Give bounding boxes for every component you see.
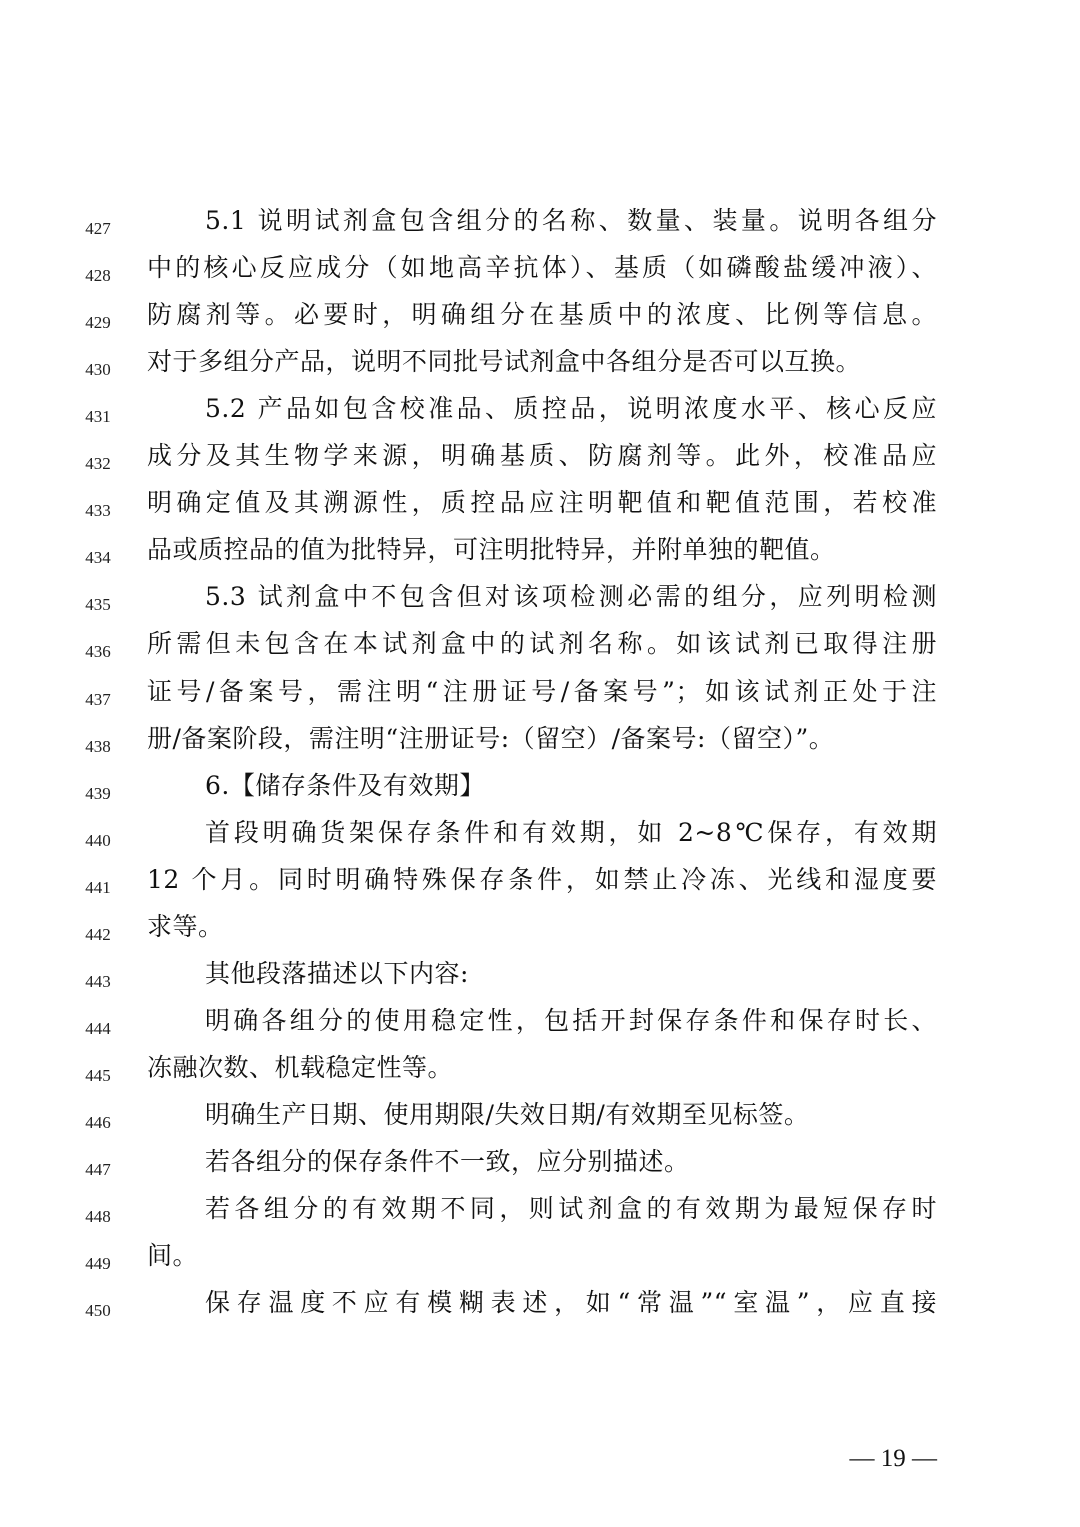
line-text: 明确生产日期、使用期限/失效日期/有效期至见标签。 [205,1099,810,1129]
line-text: 冻融次数、机载稳定性等。 [147,1052,454,1082]
line-number: 446 [85,1112,111,1132]
line-text: 保存温度不应有模糊表述，如“常温”“室温”，应直接 [205,1288,937,1318]
line-number: 432 [85,454,111,474]
text-line [0,205,1080,252]
line-number: 443 [85,971,111,991]
text-line [0,1052,1080,1099]
line-text: 5.1 说明试剂盒包含组分的名称、数量、装量。说明各组分 [205,206,937,235]
line-number: 445 [85,1065,111,1085]
text-line [0,723,1080,770]
line-number: 437 [85,689,111,709]
line-number: 435 [85,595,111,615]
text-line [0,1193,1080,1240]
line-text: 明确各组分的使用稳定性，包括开封保存条件和保存时长、 [205,1005,937,1035]
line-text: 6.【储存条件及有效期】 [205,770,485,800]
line-text: 所需但未包含在本试剂盒中的试剂名称。如该试剂已取得注册 [147,629,937,659]
text-line [0,676,1080,723]
line-text: 间。 [147,1241,199,1271]
line-text: 对于多组分产品，说明不同批号试剂盒中各组分是否可以互换。 [147,347,862,377]
line-number: 433 [85,501,111,521]
line-number: 440 [85,830,111,850]
line-number: 438 [85,736,111,756]
line-text: 其他段落描述以下内容: [205,958,469,988]
text-line [0,487,1080,534]
text-line [0,393,1080,440]
line-text: 证号/备案号，需注明“注册证号/备案号”；如该试剂正处于注 [147,676,937,706]
line-text: 求等。 [147,911,224,941]
line-text: 首段明确货架保存条件和有效期，如 2~8℃保存，有效期 [205,817,937,847]
text-line [0,628,1080,675]
line-number: 428 [85,266,111,286]
line-number: 430 [85,360,111,380]
line-text: 若各组分的保存条件不一致，应分别描述。 [205,1147,690,1176]
line-text: 12 个月。同时明确特殊保存条件，如禁止冷冻、光线和湿度要 [147,864,937,894]
text-line [0,299,1080,346]
text-line [0,440,1080,487]
page-number: — 19 — [849,1445,937,1472]
line-number: 444 [85,1018,111,1038]
line-number: 448 [85,1207,111,1227]
line-text: 防腐剂等。必要时，明确组分在基质中的浓度、比例等信息。 [147,300,937,330]
text-line [0,817,1080,864]
line-text: 5.2 产品如包含校准品、质控品，说明浓度水平、核心反应 [205,394,937,424]
text-line [0,864,1080,911]
line-number: 447 [85,1160,111,1179]
line-text: 5.3 试剂盒中不包含但对该项检测必需的组分，应列明检测 [205,582,937,612]
line-text: 中的核心反应成分（如地高辛抗体）、基质（如磷酸盐缓冲液）、 [147,253,937,283]
line-text: 品或质控品的值为批特异，可注明批特异，并附单独的靶值。 [147,535,836,565]
text-line [0,346,1080,393]
text-line [0,1287,1080,1334]
line-number: 441 [85,877,111,897]
line-number: 429 [85,313,111,333]
text-line [0,1005,1080,1052]
text-line [0,534,1080,581]
line-text: 册/备案阶段，需注明“注册证号:（留空）/备案号:（留空）”。 [147,723,835,753]
line-text: 明确定值及其溯源性，质控品应注明靶值和靶值范围，若校准 [147,488,937,518]
text-line [0,1146,1080,1193]
text-line [0,1240,1080,1287]
line-number: 436 [85,642,111,662]
text-line [0,958,1080,1005]
line-number: 439 [85,783,111,803]
line-number: 449 [85,1254,111,1274]
line-text: 若各组分的有效期不同，则试剂盒的有效期为最短保存时 [205,1194,937,1224]
line-number: 431 [85,407,111,427]
line-number: 427 [85,219,111,238]
line-text: 成分及其生物学来源，明确基质、防腐剂等。此外，校准品应 [147,441,937,471]
text-line [0,252,1080,299]
text-line [0,911,1080,958]
text-line [0,581,1080,628]
line-number: 442 [85,924,111,944]
text-line [0,1099,1080,1146]
text-line [0,770,1080,817]
line-number: 434 [85,548,111,568]
line-number: 450 [85,1301,111,1321]
